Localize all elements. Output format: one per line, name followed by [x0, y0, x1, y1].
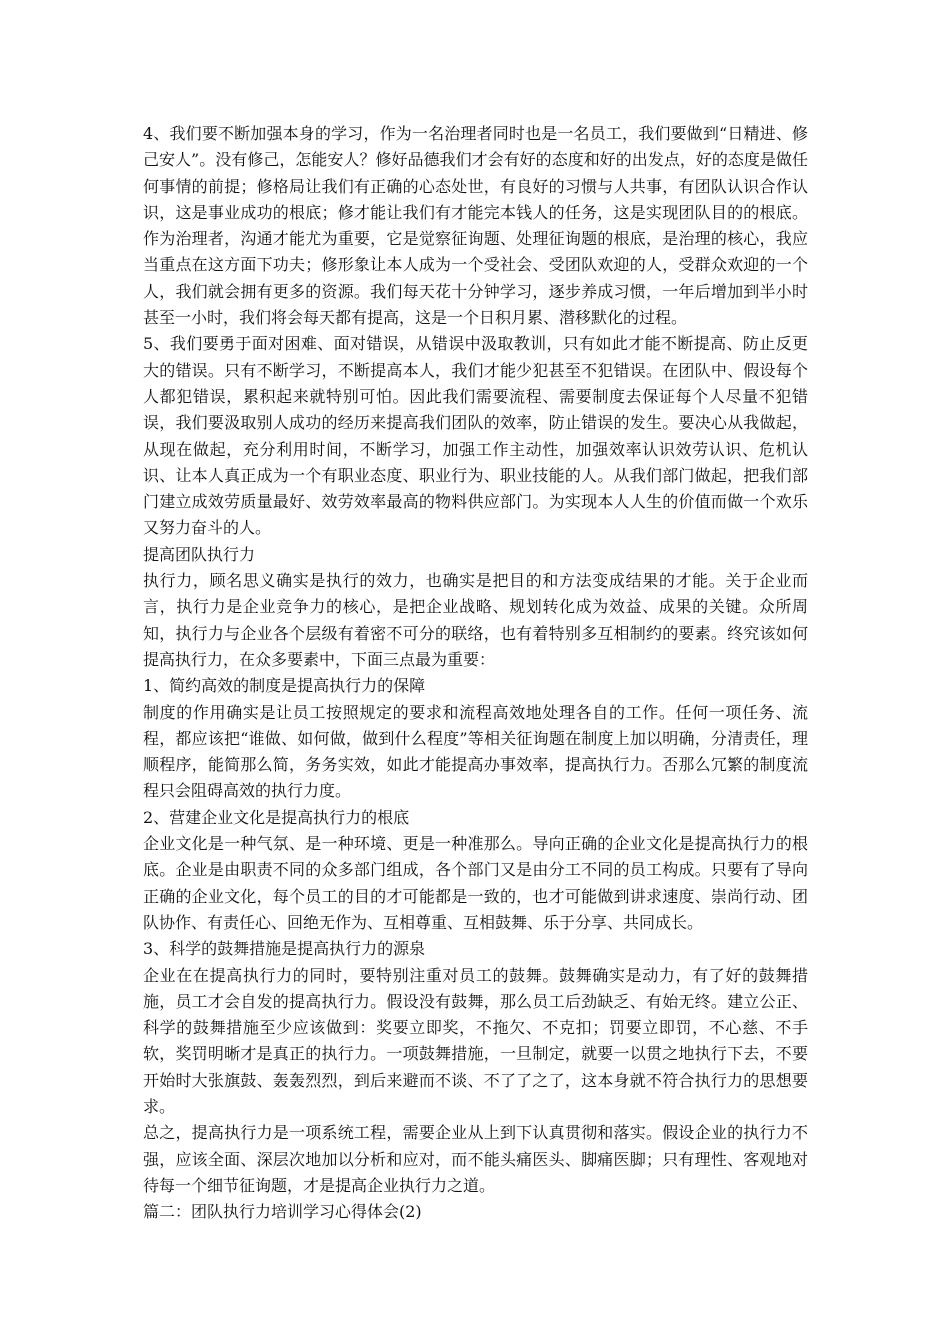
section-heading-execution: 提高团队执行力: [143, 544, 256, 564]
subheading-3: 3、科学的鼓舞措施是提高执行力的源泉: [143, 939, 426, 959]
paragraph-execution-intro: 执行力，顾名思义确实是执行的效力，也确实是把目的和方法变成结果的才能。关于企业而言，执行力是企业竞争力的核心，是把企业战略、规划转化成为效益、成果的关键。众所周知，执行力与企业各个层级有着密不可分的联络，也有着特别多互相制约的要素。终究该如何提高执行力，在众多要素中，下面三点最为重要：: [143, 571, 808, 669]
chapter-title-part-two: 篇二：团队执行力培训学习心得体会(2): [143, 1202, 422, 1222]
subheading-1: 1、简约高效的制度是提高执行力的保障: [143, 676, 426, 696]
paragraph-conclusion: 总之，提高执行力是一项系统工程，需要企业从上到下认真贯彻和落实。假设企业的执行力不强，应该全面、深层次地加以分析和应对，而不能头痛医头、脚痛医脚；只有理性、客观地对待每一个细节征询题，才是提高企业执行力之道。: [143, 1123, 808, 1195]
paragraph-incentive: 企业在在提高执行力的同时，要特别注重对员工的鼓舞。鼓舞确实是动力，有了好的鼓舞措施，员工才会自发的提高执行力。假设没有鼓舞，那么员工后劲缺乏、有始无终。建立公正、科学的鼓舞措施至少应该做到：奖要立即奖，不拖欠、不克扣；罚要立即罚，不心慈、不手软，奖罚明晰才是真正的执行力。一项鼓舞措施，一旦制定，就要一以贯之地执行下去，不要开始时大张旗鼓、轰轰烈烈，到后来避而不谈、不了了之了，这本身就不符合执行力的思想要求。: [143, 965, 808, 1116]
paragraph-point-5: 5、我们要勇于面对困难、面对错误，从错误中汲取教训，只有如此才能不断提高、防止反更大的错误。只有不断学习，不断提高本人，我们才能少犯甚至不犯错误。在团队中、假设每个人都犯错误，累积起来就特别可怕。因此我们需要流程、需要制度去保证每个人尽量不犯错误，我们要汲取别人成功的经历来提高我们团队的效率，防止错误的发生。要决心从我做起，从现在做起，充分利用时间，不断学习，加强工作主动性，加强效率认识效劳认识、危机认识、让本人真正成为一个有职业态度、职业行为、职业技能的人。从我们部门做起，把我们部门建立成效劳质量最好、效劳效率最高的物料供应部门。为实现本人人生的价值而做一个欢乐又努力奋斗的人。: [143, 334, 808, 538]
paragraph-system: 制度的作用确实是让员工按照规定的要求和流程高效地处理各自的工作。任何一项任务、流程，都应该把“谁做、如何做，做到什么程度”等相关征询题在制度上加以明确，分清责任，理顺程序，能简那么简，务务实效，如此才能提高办事效率，提高执行力。否那么冗繁的制度流程只会阻碍高效的执行力度。: [143, 702, 808, 801]
subheading-2: 2、营建企业文化是提高执行力的根底: [143, 807, 410, 827]
paragraph-culture: 企业文化是一种气氛、是一种环境、更是一种准那么。导向正确的企业文化是提高执行力的根底。企业是由职责不同的众多部门组成，各个部门又是由分工不同的员工构成。只要有了导向正确的企业文化，每个员工的目的才可能都是一致的，也才可能做到讲求速度、崇尚行动、团队协作、有责任心、回绝无作为、互相尊重、互相鼓舞、乐于分享、共同成长。: [143, 834, 808, 932]
document-body: [143, 121, 808, 1225]
paragraph-point-4: 4、我们要不断加强本身的学习，作为一名治理者同时也是一名员工，我们要做到“日精进、修己安人”。没有修己，怎能安人？修好品德我们才会有好的态度和好的出发点，好的态度是做任何事情的前提；修格局让我们有正确的心态处世，有良好的习惯与人共事，有团队认识合作认识，这是事业成功的根底；修才能让我们有才能完本钱人的任务，这是实现团队目的的根底。作为治理者，沟通才能尤为重要，它是觉察征询题、处理征询题的根底，是治理的核心，我应当重点在这方面下功夫；修形象让本人成为一个受社会、受团队欢迎的人，受群众欢迎的一个人，我们就会拥有更多的资源。我们每天花十分钟学习，逐步养成习惯，一年后增加到半小时甚至一小时，我们将会每天都有提高，这是一个日积月累、潜移默化的过程。: [143, 124, 808, 328]
